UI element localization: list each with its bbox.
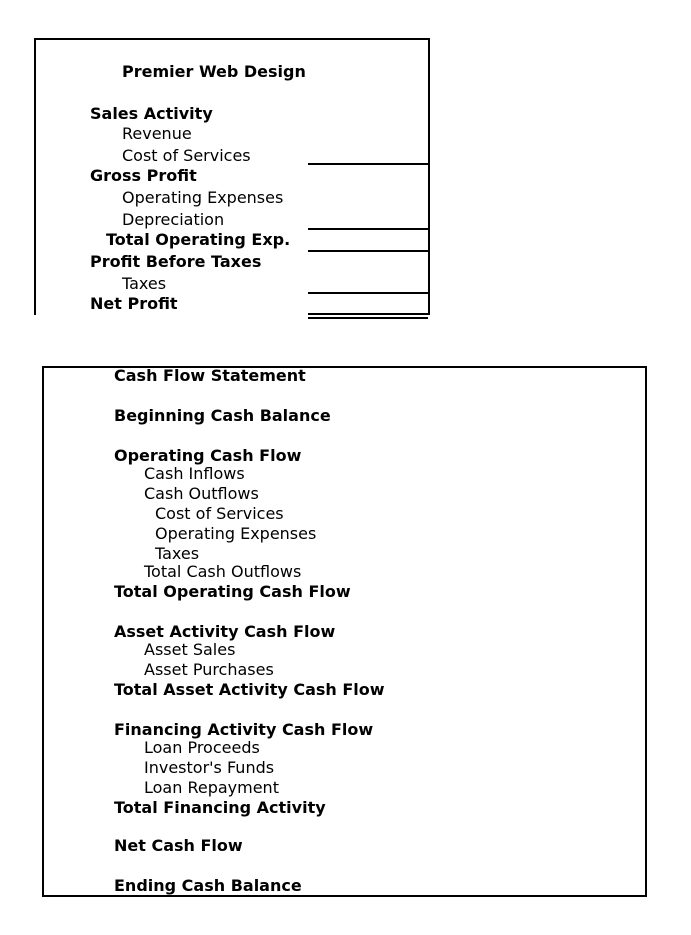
total-operating-cash-flow-label: Total Operating Cash Flow xyxy=(114,582,351,601)
cf-operating-expenses-label: Operating Expenses xyxy=(155,524,317,543)
cf-taxes-label: Taxes xyxy=(155,544,200,563)
ending-cash-balance-label: Ending Cash Balance xyxy=(114,876,302,895)
value-cell-rule xyxy=(308,228,428,230)
depreciation-label: Depreciation xyxy=(122,210,225,229)
cash-flow-title: Cash Flow Statement xyxy=(114,366,306,385)
double-underline-rule xyxy=(308,317,428,319)
cash-outflows-label: Cash Outflows xyxy=(144,484,259,503)
net-profit-label: Net Profit xyxy=(90,294,178,313)
sales-activity-heading: Sales Activity xyxy=(90,104,213,123)
revenue-label: Revenue xyxy=(122,124,192,143)
total-financing-activity-label: Total Financing Activity xyxy=(114,798,326,817)
investors-funds-label: Investor's Funds xyxy=(144,758,275,777)
company-name: Premier Web Design xyxy=(122,62,306,81)
asset-activity-heading: Asset Activity Cash Flow xyxy=(114,622,336,641)
asset-sales-label: Asset Sales xyxy=(144,640,236,659)
gross-profit-label: Gross Profit xyxy=(90,166,197,185)
value-cell-rule xyxy=(308,313,428,315)
net-cash-flow-label: Net Cash Flow xyxy=(114,836,243,855)
loan-repayment-label: Loan Repayment xyxy=(144,778,279,797)
cost-of-services-label: Cost of Services xyxy=(122,146,251,165)
taxes-label: Taxes xyxy=(122,274,167,293)
value-cell-rule xyxy=(308,250,428,252)
profit-before-taxes-label: Profit Before Taxes xyxy=(90,252,262,271)
total-asset-activity-label: Total Asset Activity Cash Flow xyxy=(114,680,385,699)
value-cell-rule xyxy=(308,292,428,294)
loan-proceeds-label: Loan Proceeds xyxy=(144,738,260,757)
total-operating-exp-label: Total Operating Exp. xyxy=(106,230,291,249)
beginning-cash-balance-label: Beginning Cash Balance xyxy=(114,406,331,425)
total-cash-outflows-label: Total Cash Outflows xyxy=(144,562,302,581)
asset-purchases-label: Asset Purchases xyxy=(144,660,274,679)
value-cell-rule xyxy=(308,163,428,165)
operating-expenses-label: Operating Expenses xyxy=(122,188,284,207)
cash-inflows-label: Cash Inflows xyxy=(144,464,245,483)
financing-activity-heading: Financing Activity Cash Flow xyxy=(114,720,374,739)
operating-cash-flow-heading: Operating Cash Flow xyxy=(114,446,302,465)
cf-cost-of-services-label: Cost of Services xyxy=(155,504,284,523)
